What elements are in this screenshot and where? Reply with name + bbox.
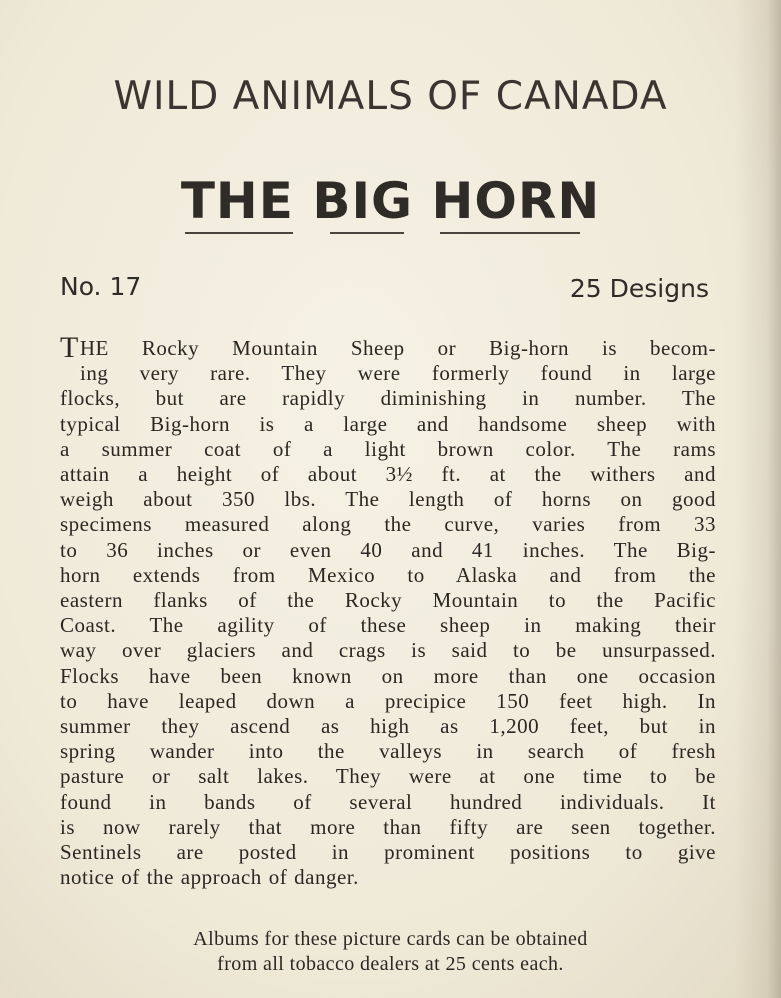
description-line: ing very rare. They were formerly found in large <box>80 361 716 386</box>
description-line: to have leaped down a precipice 150 feet high. In <box>60 688 716 713</box>
designs-count: 25 Designs <box>569 274 709 303</box>
card-edge-shadow <box>735 0 781 998</box>
description-line: eastern flanks of the Rocky Mountain to the Pacific <box>60 588 716 613</box>
description-line: is now rarely that more than fifty are seen together. <box>60 814 716 839</box>
title-underline-horn <box>440 232 580 236</box>
description-line: found in bands of several hundred individuals. It <box>60 789 716 814</box>
description-line: typical Big-horn is a large and handsome sheep with <box>60 411 716 436</box>
description-line: way over glaciers and crags is said to be unsurpassed. <box>60 638 716 663</box>
description-line: notice of the approach of danger. <box>60 865 359 890</box>
drop-cap: T <box>60 336 79 362</box>
description-line: attain a height of about 3½ ft. at the withers and <box>60 462 716 487</box>
description-line: a summer coat of a light brown color. The rams <box>60 436 716 461</box>
description-line: flocks, but are rapidly diminishing in number. The <box>60 386 716 411</box>
album-notice-line: Albums for these picture cards can be obtained <box>193 928 588 950</box>
description-line: Coast. The agility of these sheep in making their <box>60 613 716 638</box>
description-line: specimens measured along the curve, varies from 33 <box>60 512 716 537</box>
description-line: pasture or salt lakes. They were at one time to be <box>60 764 716 789</box>
album-notice <box>0 927 781 977</box>
description-line: spring wander into the valleys in search of fresh <box>60 739 716 764</box>
title-underline-the <box>185 232 293 236</box>
title-underline-big <box>330 232 404 236</box>
description-text <box>60 336 716 890</box>
series-title: WILD ANIMALS OF CANADA <box>113 74 668 119</box>
card-number: No. 17 <box>60 272 142 301</box>
description-line: horn extends from Mexico to Alaska and from the <box>60 562 716 587</box>
description-line: Sentinels are posted in prominent positions to give <box>60 840 716 865</box>
description-line: weigh about 350 lbs. The length of horns on good <box>60 487 716 512</box>
description-line: Flocks have been known on more than one occasion <box>60 663 716 688</box>
description-line: summer they ascend as high as 1,200 feet, but in <box>60 714 716 739</box>
card-title: THE BIG HORN <box>180 172 601 230</box>
description-line: to 36 inches or even 40 and 41 inches. The Big- <box>60 537 716 562</box>
album-notice-line: from all tobacco dealers at 25 cents each. <box>217 953 564 975</box>
description-line: THE Rocky Mountain Sheep or Big-horn is becom- <box>60 336 716 361</box>
